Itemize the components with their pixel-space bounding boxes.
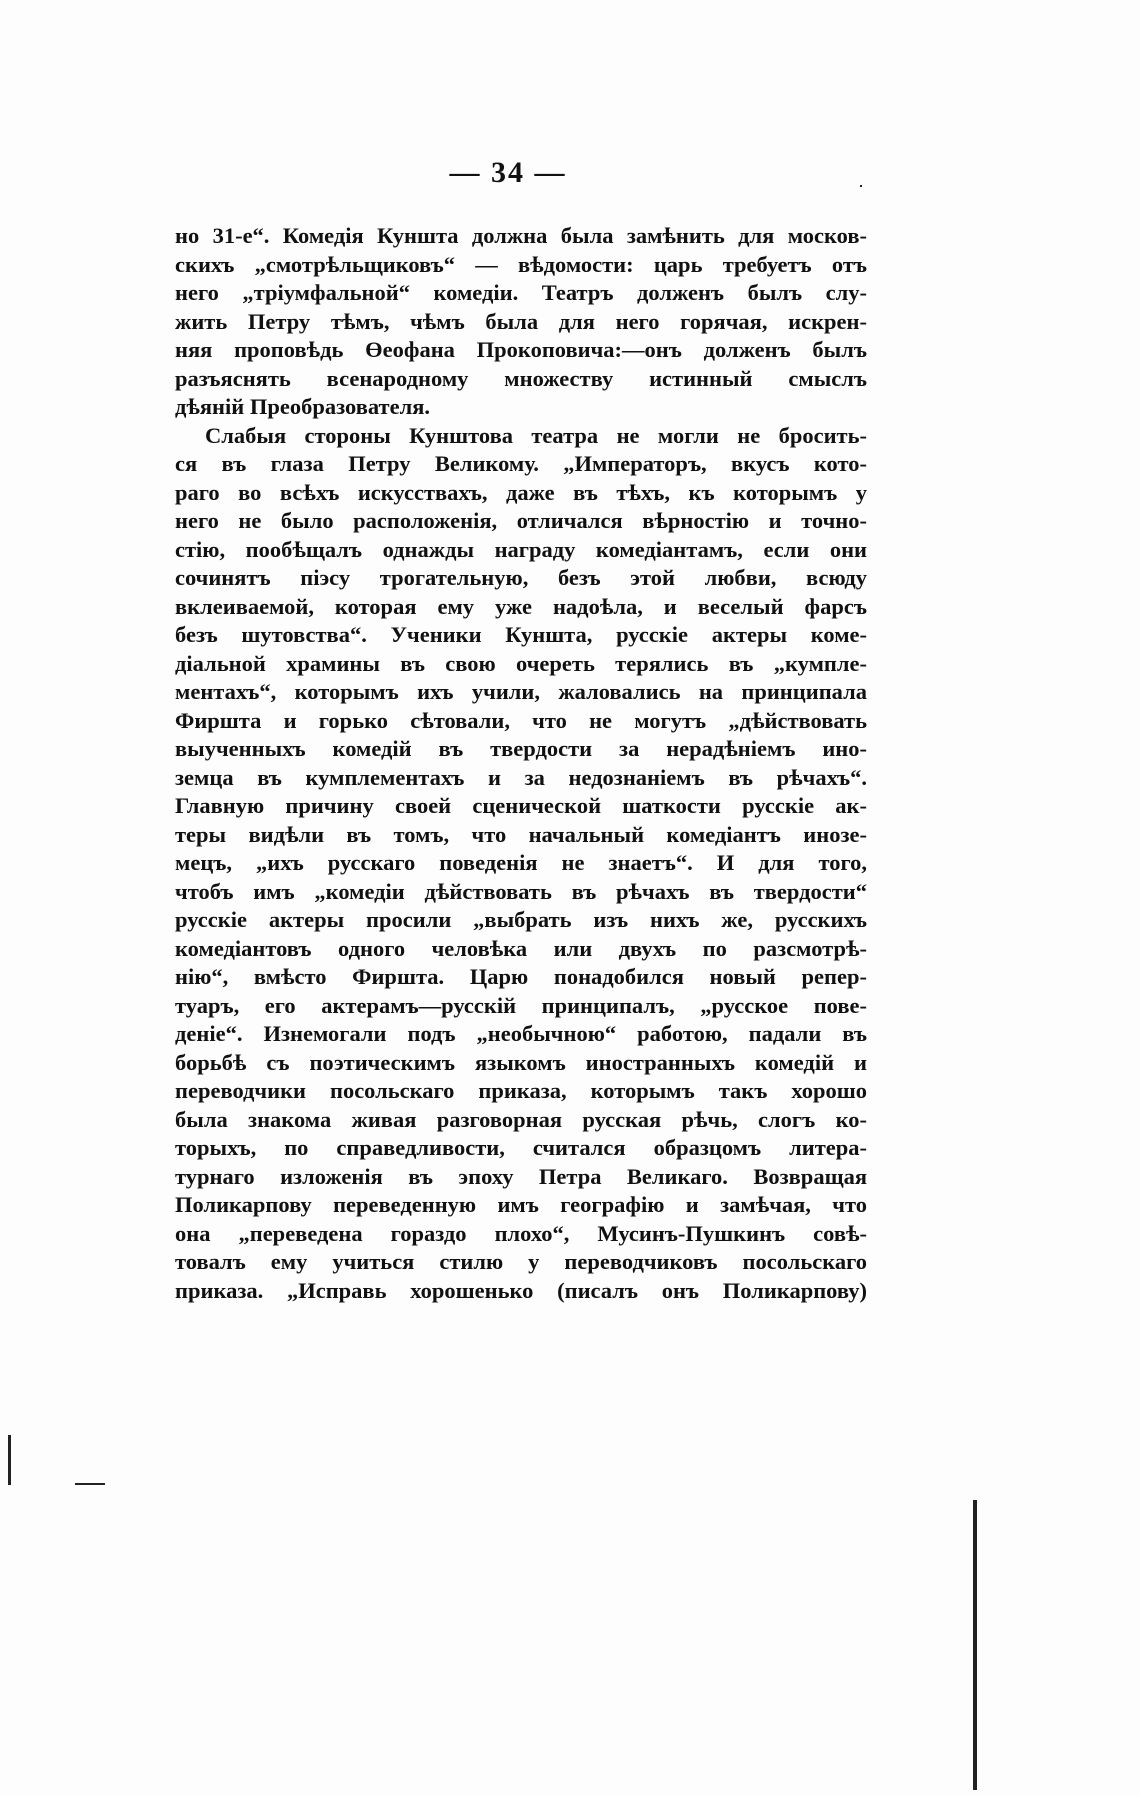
text-line: торыхъ, по справедливости, считался образцомъ литера- [175, 1135, 867, 1160]
text-line: теры видѣли въ томъ, что начальный комедіантъ инозе- [175, 821, 867, 847]
scan-dash-left [75, 1483, 105, 1485]
text-line: Поликарпову переведенную имъ географію и замѣчая, что [175, 1192, 867, 1217]
text-line: товалъ ему учиться стилю у переводчиковъ посольскаго [175, 1249, 867, 1274]
text-line: приказа. „Исправь хорошенько (писалъ онъ Поликарпову) [175, 1277, 867, 1303]
paragraph [175, 422, 867, 1306]
text-line: него не было расположенія, отличался вѣрностію и точно- [175, 508, 867, 533]
text-line: діальной храмины въ свою очереть терялись въ „кумпле- [175, 650, 867, 676]
text-line: ментахъ“, которымъ ихъ учили, жаловались на принципала [175, 679, 867, 704]
text-line: выученныхъ комедій въ твердости за нерадѣніемъ ино- [175, 736, 867, 761]
text-line: комедіантовъ одного человѣка или двухъ по разсмотрѣ- [175, 935, 867, 961]
text-line: стію, пообѣщалъ однажды награду комедіантамъ, если они [175, 536, 867, 562]
text-line: борьбѣ съ поэтическимъ языкомъ иностранныхъ комедій и [175, 1049, 867, 1075]
text-line: переводчики посольскаго приказа, которымъ такъ хорошо [175, 1078, 867, 1103]
text-line: земца въ кумплементахъ и за недознаніемъ въ рѣчахъ“. [175, 764, 867, 790]
text-line: но 31-е“. Комедія Куншта должна была замѣнить для москов- [175, 223, 867, 248]
text-line: жить Петру тѣмъ, чѣмъ была для него горячая, искрен- [175, 308, 867, 334]
text-line: она „переведена гораздо плохо“, Мусинъ-Пушкинъ совѣ- [175, 1220, 867, 1246]
text-line: ся въ глаза Петру Великому. „Императоръ, вкусъ кото- [175, 451, 867, 476]
page-number: — 34 — [449, 156, 567, 189]
text-line: раго во всѣхъ искусствахъ, даже въ тѣхъ, къ которымъ у [175, 479, 867, 505]
text-line: разъяснять всенародному множеству истинный смыслъ [175, 365, 867, 391]
text-line: чтобъ имъ „комедіи дѣйствовать въ рѣчахъ въ твердости“ [175, 878, 867, 904]
scan-mark-left [8, 1435, 11, 1485]
text-line: мецъ, „ихъ русскаго поведенія не знаетъ“. И для того, [175, 850, 867, 875]
text-line: дѣяній Преобразователя. [175, 394, 431, 419]
text-line: няя проповѣдь Өеофана Прокоповича:—онъ долженъ былъ [175, 337, 867, 362]
text-line: была знакома живая разговорная русская рѣчь, слогъ ко- [175, 1106, 867, 1132]
body-text [175, 222, 867, 1305]
text-line: сочинятъ піэсу трогательную, безъ этой любви, всюду [175, 565, 867, 590]
text-line: скихъ „смотрѣльщиковъ“ — вѣдомости: царь требуетъ отъ [175, 251, 867, 277]
text-line: деніе“. Изнемогали подъ „необычною“ работою, падали въ [175, 1021, 867, 1046]
scan-dot [860, 185, 862, 187]
text-line: Главную причину своей сценической шаткости русскіе ак- [175, 793, 867, 818]
text-line: него „тріумфальной“ комедіи. Театръ долженъ былъ слу- [175, 280, 867, 305]
text-line: вклеиваемой, которая ему уже надоѣла, и веселый фарсъ [175, 593, 867, 619]
text-line: турнаго изложенія въ эпоху Петра Великаго. Возвращая [175, 1163, 867, 1189]
text-line: безъ шутовства“. Ученики Куншта, русскіе актеры коме- [175, 622, 867, 647]
text-line: Слабыя стороны Кунштова театра не могли не бросить- [205, 422, 867, 448]
scan-edge-right [973, 1500, 977, 1790]
text-line: нію“, вмѣсто Фиршта. Царю понадобился новый репер- [175, 964, 867, 989]
text-line: Фиршта и горько сѣтовали, что не могутъ „дѣйствовать [175, 707, 867, 733]
paragraph [175, 222, 867, 422]
text-line: русскіе актеры просили „выбрать изъ нихъ же, русскихъ [175, 907, 867, 932]
text-line: туаръ, его актерамъ—русскій принципалъ, „русское пове- [175, 992, 867, 1018]
